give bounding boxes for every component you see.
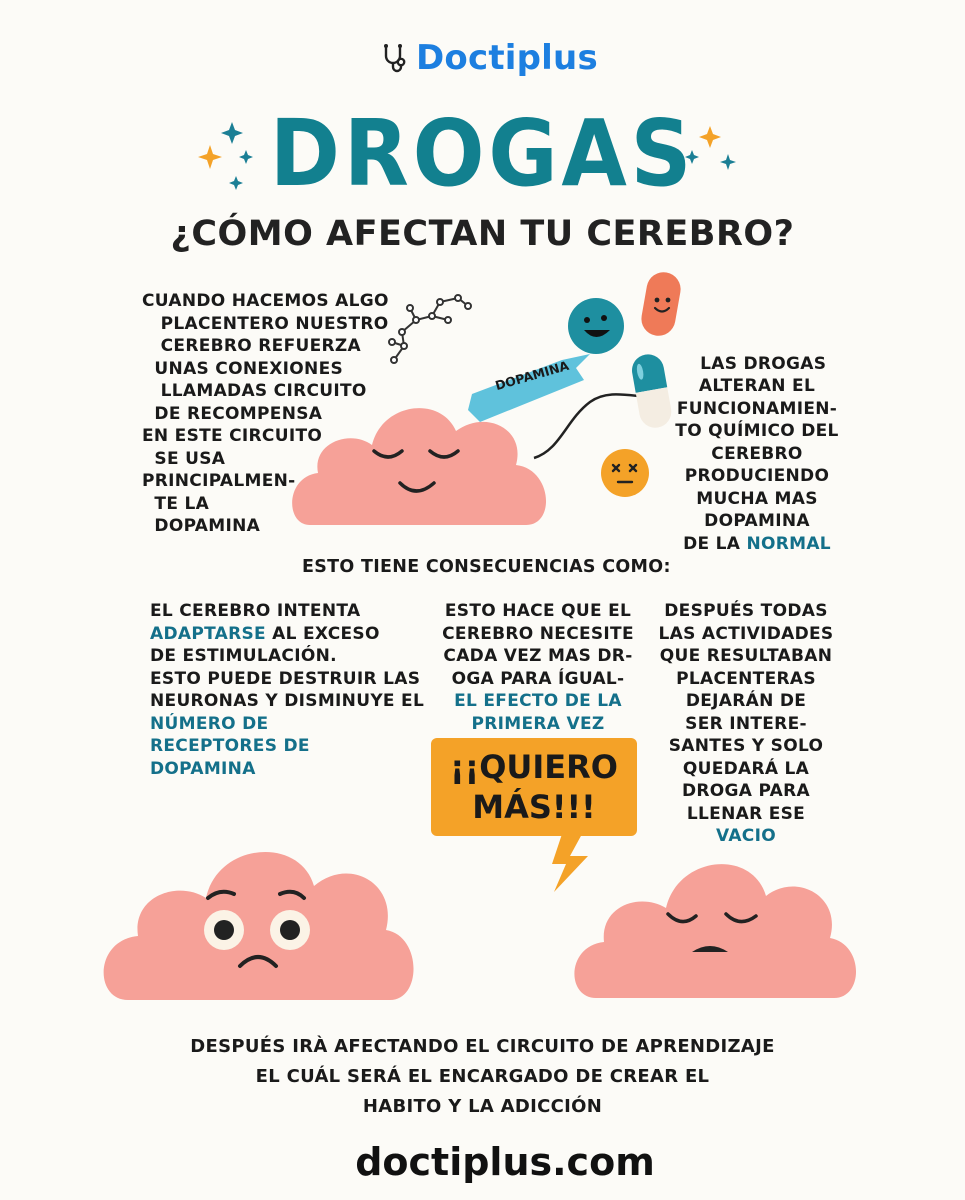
col1-line2: AL EXCESO — [265, 623, 380, 644]
website-link[interactable]: doctiplus.com — [355, 1140, 655, 1184]
worried-brain-icon — [100, 836, 420, 1006]
dopamine-label: DOPAMINA — [493, 357, 571, 394]
page-title: DROGAS — [269, 100, 696, 207]
brand-name: Doctiplus — [416, 38, 598, 78]
consequence-column-3 — [656, 600, 836, 848]
col2-body: ESTO HACE QUE EL CEREBRO NECESITE CADA VEZ MAS DR- OGA PARA ÍGUAL- — [442, 601, 634, 689]
col1-highlight-1: ADAPTARSE — [150, 623, 266, 644]
intro-left-text: CUANDO HACEMOS ALGO PLACENTERO NUESTRO CEREBRO REFUERZA UNAS CONEXIONES LLAMADAS CIRCUITO DE RECOMPENSA EN ESTE CIRCUITO SE USA PRINCIPALMEN- TE LA DOPAMINA — [142, 291, 389, 536]
smiley-face-icon — [566, 296, 626, 356]
col1-highlight-2: NÚMERO DE RECEPTORES DE DOPAMINA — [150, 713, 310, 779]
consequence-column-2 — [438, 600, 638, 735]
col1-body: DE ESTIMULACIÓN. ESTO PUEDE DESTRUIR LAS NEURONAS Y DISMINUYE EL — [150, 646, 425, 711]
col1-line1: EL CEREBRO INTENTA — [150, 601, 361, 621]
page-subtitle: ¿CÓMO AFECTAN TU CEREBRO? — [170, 214, 795, 254]
consequence-column-1 — [150, 600, 424, 780]
sad-brain-icon — [570, 844, 860, 1004]
intro-right-body: LAS DROGAS ALTERAN EL FUNCIONAMIEN- TO QUÍMICO DEL CEREBRO PRODUCIENDO MUCHA MAS DOPAMINA DE LA — [675, 353, 839, 554]
stethoscope-icon — [378, 42, 410, 74]
col3-body: DESPUÉS TODAS LAS ACTIVIDADES QUE RESULTABAN PLACENTERAS DEJARÁN DE SER INTERE- SANTES Y SOLO QUEDARÁ LA DROGA PARA LLENAR ESE — [658, 601, 834, 824]
intro-right-highlight: NORMAL — [746, 533, 831, 554]
brand-logo — [378, 38, 598, 78]
consequences-heading: ESTO TIENE CONSECUENCIAS COMO: — [302, 557, 671, 577]
speech-bubble: ¡¡QUIERO MÁS!!! — [431, 738, 637, 836]
col3-highlight: VACIO — [716, 826, 776, 846]
footer-text: DESPUÉS IRÀ AFECTANDO EL CIRCUITO DE APRENDIZAJE EL CUÁL SERÁ EL ENCARGADO DE CREAR EL HABITO Y LA ADICCIÓN — [190, 1036, 775, 1117]
molecule-icon — [388, 290, 478, 370]
intro-right-text — [662, 330, 852, 555]
dizzy-face-icon — [600, 448, 650, 498]
col2-highlight: EL EFECTO DE LA PRIMERA VEZ — [454, 691, 622, 734]
